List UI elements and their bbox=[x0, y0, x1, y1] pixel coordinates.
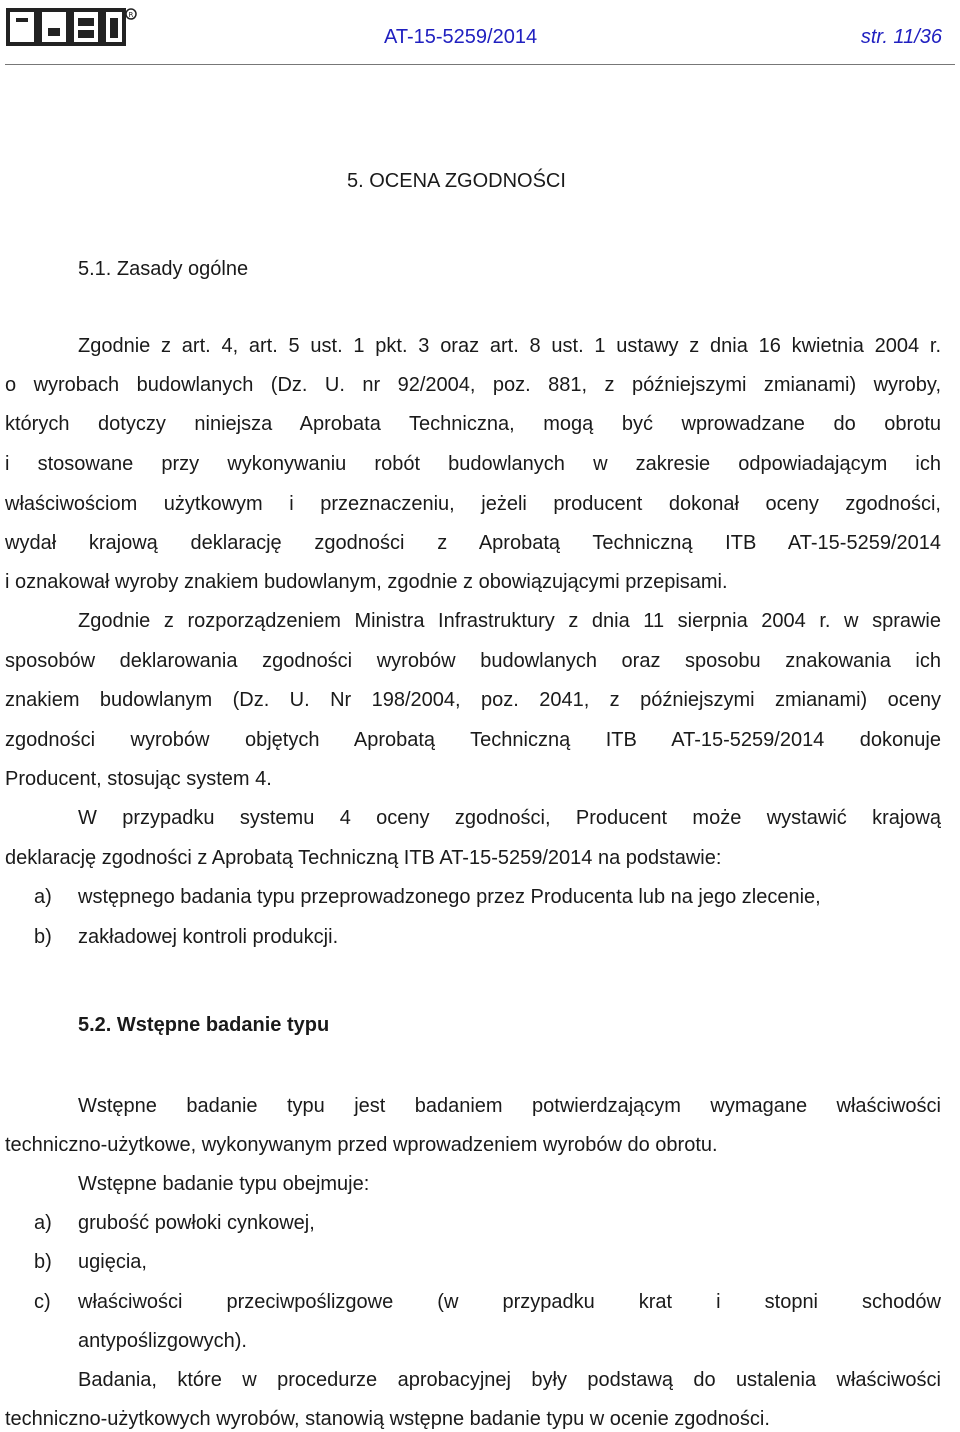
list-text: ugięcia, bbox=[78, 1251, 147, 1273]
paragraph-line: zgodności wyrobów objętych Aprobatą Techniczną ITB AT-15-5259/2014 dokonuje bbox=[5, 729, 941, 751]
subsection-heading-5-1: 5.1. Zasady ogólne bbox=[78, 258, 249, 280]
list-text: zakładowej kontroli produkcji. bbox=[78, 926, 339, 948]
paragraph-line: których dotyczy niniejsza Aprobata Techniczna, mogą być wprowadzane do obrotu bbox=[5, 413, 941, 435]
paragraph-line: Zgodnie z art. 4, art. 5 ust. 1 pkt. 3 oraz art. 8 ust. 1 ustawy z dnia 16 kwietnia 2004 r. bbox=[78, 335, 941, 357]
svg-text:R: R bbox=[128, 11, 134, 19]
paragraph-line: Badania, które w procedurze aprobacyjnej były podstawą do ustalenia właściwości bbox=[78, 1369, 941, 1391]
list-marker: a) bbox=[34, 1212, 52, 1234]
section-heading: 5. OCENA ZGODNOŚCI bbox=[347, 170, 566, 192]
paragraph-line: Zgodnie z rozporządzeniem Ministra Infrastruktury z dnia 11 sierpnia 2004 r. w sprawie bbox=[78, 610, 941, 632]
paragraph-line: deklarację zgodności z Aprobatą Techniczną ITB AT-15-5259/2014 na podstawie: bbox=[5, 847, 722, 869]
paragraph-line: Producent, stosując system 4. bbox=[5, 768, 272, 790]
paragraph-line: sposobów deklarowania zgodności wyrobów budowlanych oraz sposobu znakowania ich bbox=[5, 650, 941, 672]
list-text: grubość powłoki cynkowej, bbox=[78, 1212, 315, 1234]
itb-logo bbox=[6, 6, 138, 48]
list-marker: c) bbox=[34, 1291, 51, 1313]
paragraph-line: techniczno-użytkowych wyrobów, stanowią wstępne badanie typu w ocenie zgodności. bbox=[5, 1408, 770, 1430]
header-divider bbox=[5, 64, 955, 65]
list-marker: a) bbox=[34, 886, 52, 908]
page-number: str. 11/36 bbox=[860, 26, 942, 48]
paragraph-line: W przypadku systemu 4 oceny zgodności, Producent może wystawić krajową bbox=[78, 807, 941, 829]
list-text: wstępnego badania typu przeprowadzonego przez Producenta lub na jego zlecenie, bbox=[78, 886, 821, 908]
paragraph-line: Wstępne badanie typu obejmuje: bbox=[78, 1173, 370, 1195]
paragraph-line: wydał krajową deklarację zgodności z Aprobatą Techniczną ITB AT-15-5259/2014 bbox=[5, 532, 941, 554]
paragraph-line: znakiem budowlanym (Dz. U. Nr 198/2004, poz. 2041, z późniejszymi zmianami) oceny bbox=[5, 689, 941, 711]
subsection-heading-5-2: 5.2. Wstępne badanie typu bbox=[78, 1014, 330, 1036]
paragraph-line: o wyrobach budowlanych (Dz. U. nr 92/2004, poz. 881, z późniejszymi zmianami) wyroby, bbox=[5, 374, 941, 396]
document-code: AT-15-5259/2014 bbox=[384, 26, 538, 48]
list-marker: b) bbox=[34, 926, 52, 948]
paragraph-line: i oznakował wyroby znakiem budowlanym, zgodnie z obowiązującymi przepisami. bbox=[5, 571, 728, 593]
paragraph-line: właściwościom użytkowym i przeznaczeniu, jeżeli producent dokonał oceny zgodności, bbox=[5, 493, 941, 515]
paragraph-line: techniczno-użytkowe, wykonywanym przed wprowadzeniem wyrobów do obrotu. bbox=[5, 1134, 718, 1156]
paragraph-line: i stosowane przy wykonywaniu robót budowlanych w zakresie odpowiadającym ich bbox=[5, 453, 941, 475]
list-text: właściwości przeciwpoślizgowe (w przypadku krat i stopni schodów bbox=[78, 1291, 941, 1313]
paragraph-line: Wstępne badanie typu jest badaniem potwierdzającym wymagane właściwości bbox=[78, 1095, 941, 1117]
list-marker: b) bbox=[34, 1251, 52, 1273]
list-text: antypoślizgowych). bbox=[78, 1330, 247, 1352]
